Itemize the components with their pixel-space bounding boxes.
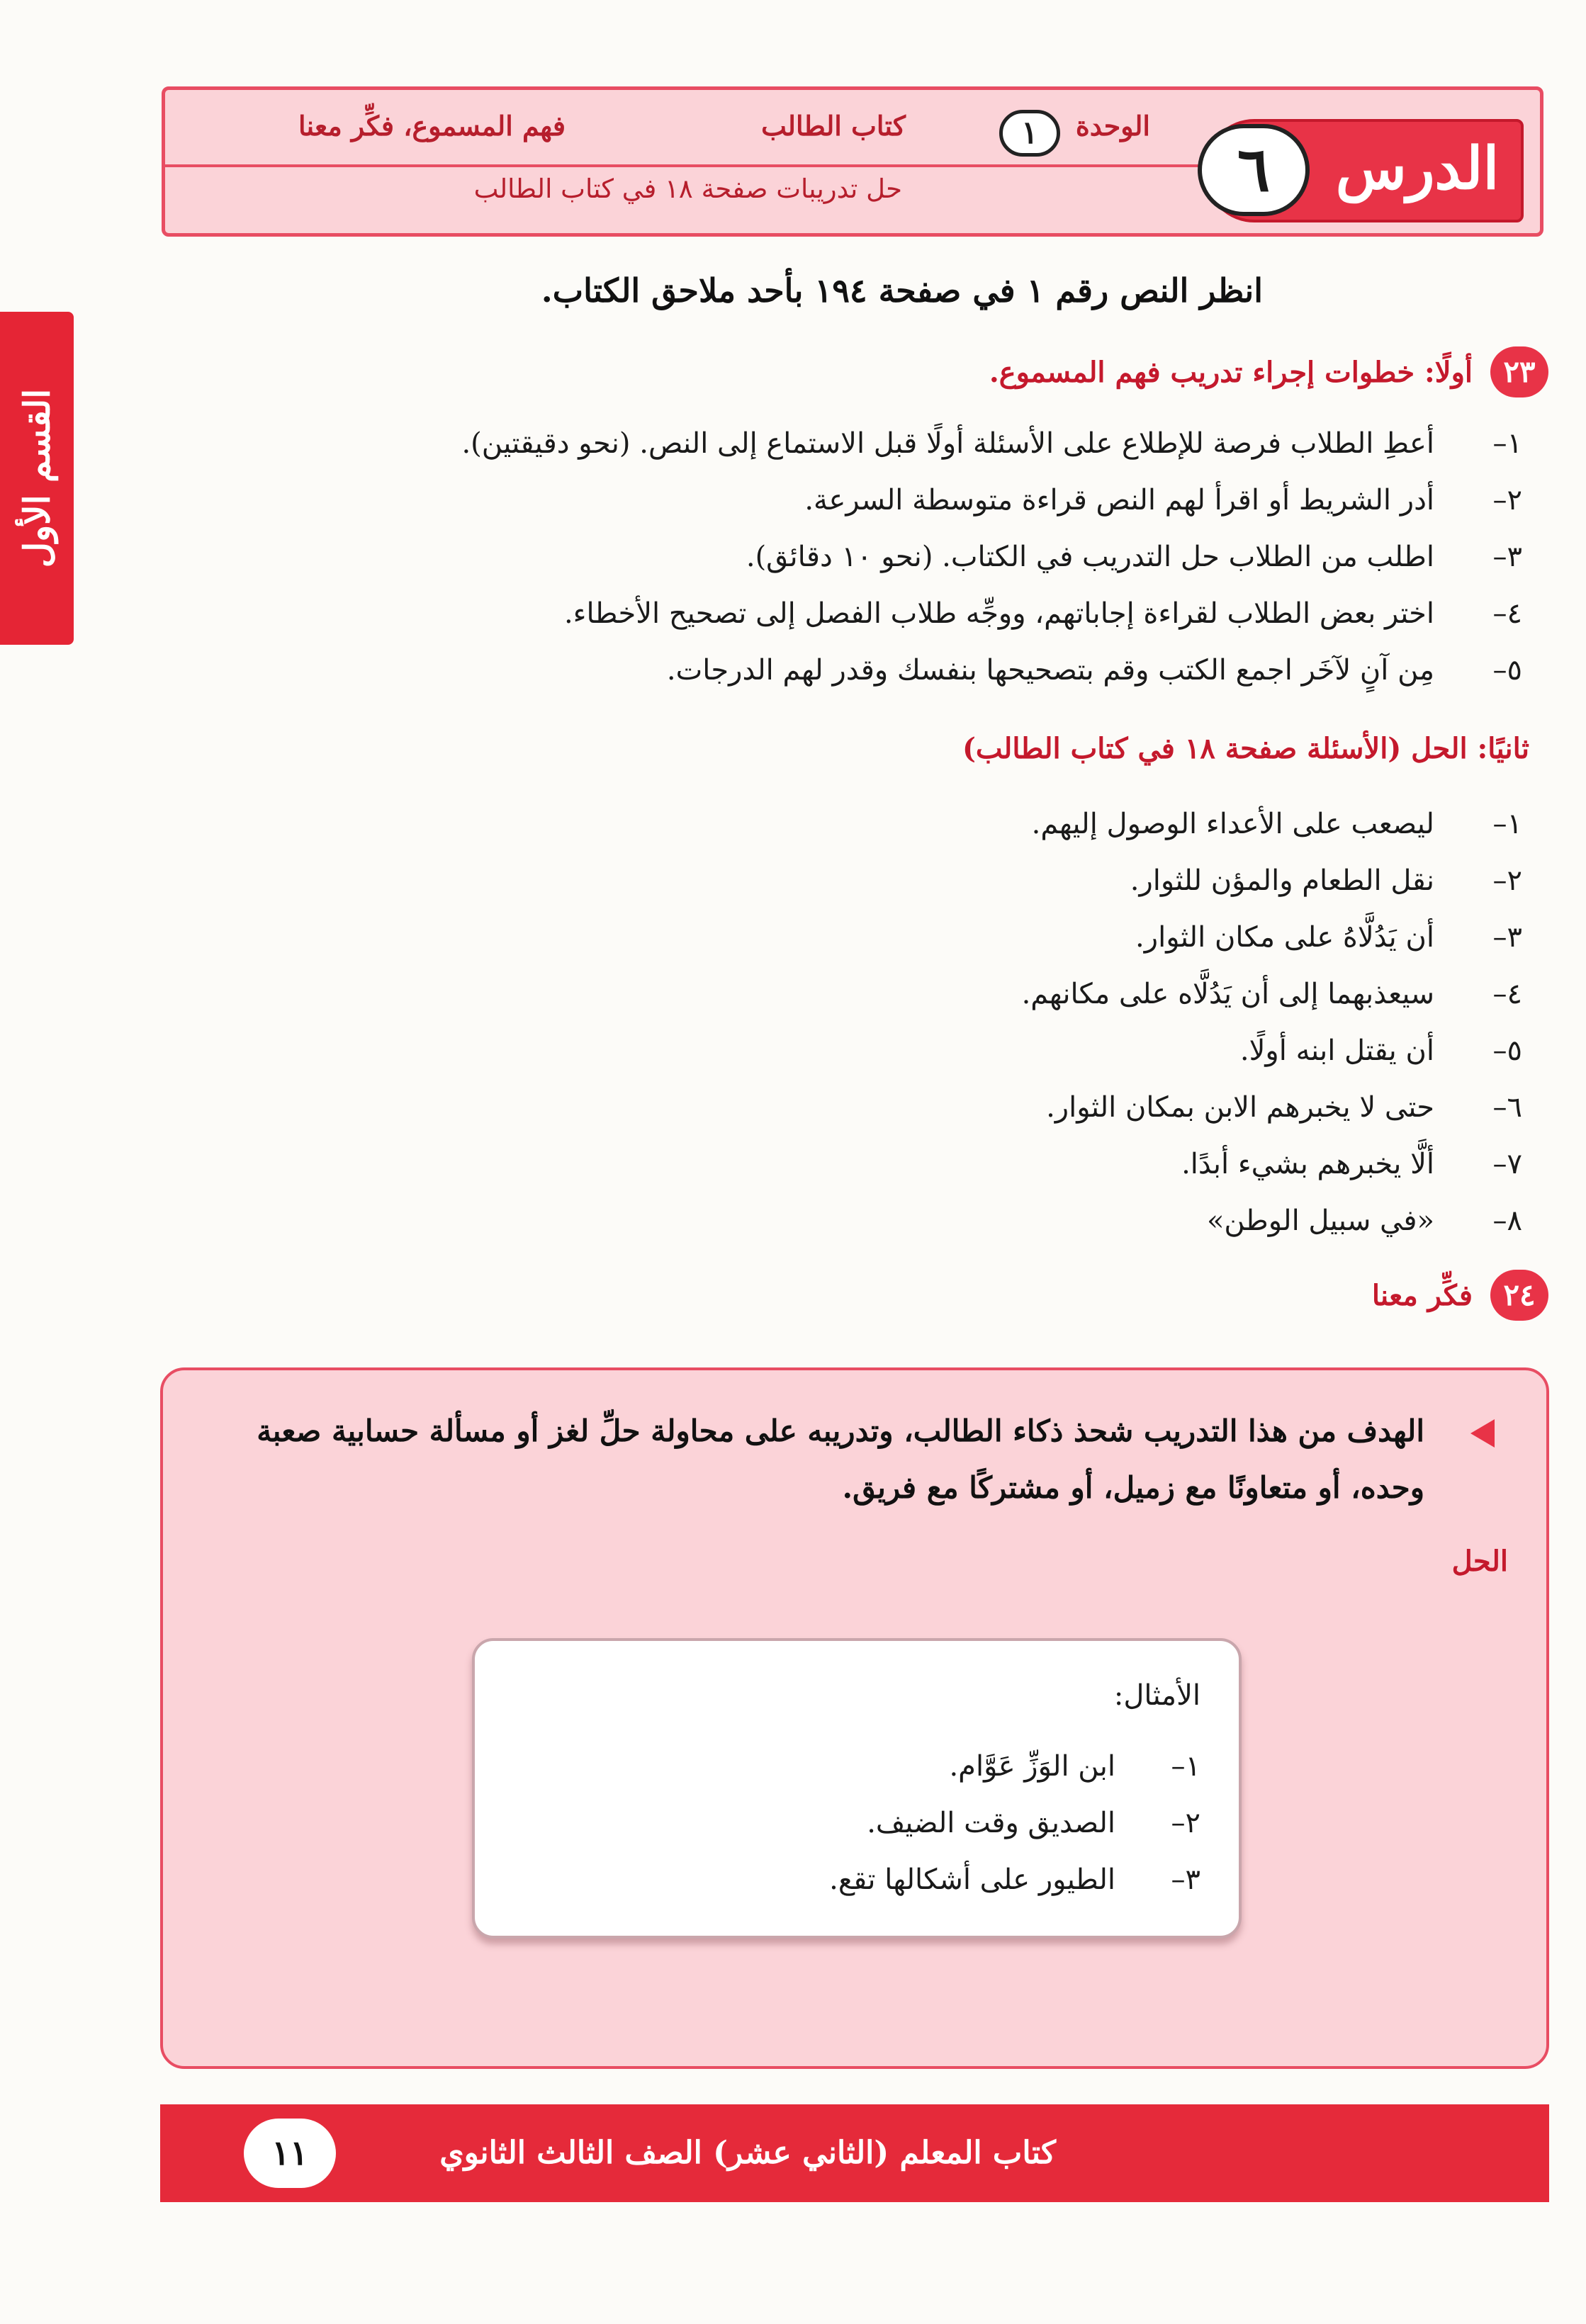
list-item: مِن آنٍ لآخَر اجمع الكتب وقم بتصحيحها بنفسك وقدر لهم الدرجات. <box>666 654 1434 687</box>
list-item-number: ٨– <box>1492 1205 1522 1237</box>
page-number: ١١ <box>244 2119 336 2188</box>
list-item-number: ٢– <box>1492 864 1522 897</box>
proverb-item: الصديق وقت الضيف. <box>867 1807 1115 1839</box>
section-side-label: القسم الأول <box>16 388 58 568</box>
list-item-number: ٢– <box>1492 484 1522 517</box>
list-item: ألَّا يخبرهم بشيء أبدًا. <box>1181 1148 1434 1180</box>
unit-label: الوحدة <box>1075 110 1150 142</box>
list-item: نقل الطعام والمؤن للثوار. <box>1130 864 1434 897</box>
goal-text-line1: الهدف من هذا التدريب شحذ ذكاء الطالب، وتدريبه على محاولة حلِّ لغز أو مسألة حسابية صعبة <box>257 1414 1424 1448</box>
card-title: الأمثال: <box>1113 1679 1200 1712</box>
list-item-number: ٣– <box>1492 921 1522 954</box>
header-subtitle: حل تدريبات صفحة ١٨ في كتاب الطالب <box>473 174 902 204</box>
header-divider <box>162 164 1295 167</box>
list-item: حتى لا يخبرهم الابن بمكان الثوار. <box>1046 1091 1434 1124</box>
list-item: ليصعب على الأعداء الوصول إليهم. <box>1031 808 1434 840</box>
list-item-number: ٦– <box>1492 1091 1522 1124</box>
list-item-number: ٥– <box>1492 654 1522 687</box>
list-item: «في سبيل الوطن» <box>1206 1205 1434 1237</box>
book-label: كتاب الطالب <box>761 110 906 142</box>
proverb-item: ابن الوَزِّ عَوَّام. <box>949 1750 1115 1783</box>
topics-label: فهم المسموع، فكِّر معنا <box>298 110 566 142</box>
exercise-badge-23: ٢٣ <box>1490 346 1548 397</box>
lesson-title: الدرس <box>1335 135 1500 203</box>
list-item-number: ٢– <box>1171 1807 1200 1839</box>
list-item-number: ٧– <box>1492 1148 1522 1180</box>
unit-number-badge: ١ <box>999 110 1060 157</box>
list-item-number: ٤– <box>1492 597 1522 630</box>
proverb-item: الطيور على أشكالها تقع. <box>829 1863 1115 1896</box>
list-item-number: ٣– <box>1492 541 1522 573</box>
list-item: اختر بعض الطلاب لقراءة إجاباتهم، ووجِّه طلاب الفصل إلى تصحيح الأخطاء. <box>563 597 1434 630</box>
list-item: أن يقتل ابنه أولًا. <box>1239 1034 1434 1067</box>
lesson-number-badge: ٦ <box>1198 124 1310 216</box>
goal-text-line2: وحده، أو متعاونًا مع زميل، أو مشتركًا مع فريق. <box>842 1470 1424 1505</box>
list-item-number: ٥– <box>1492 1034 1522 1067</box>
list-item-number: ١– <box>1171 1750 1200 1783</box>
footer-book-title: كتاب المعلم (الثاني عشر) الصف الثالث الثانوي <box>439 2135 1056 2171</box>
list-item: سيعذبهما إلى أن يَدُلَّاه على مكانهم. <box>1021 978 1434 1010</box>
section1-title: أولًا: خطوات إجراء تدريب فهم المسموع. <box>989 356 1473 389</box>
list-item: أعطِ الطلاب فرصة للإطلاع على الأسئلة أولًا قبل الاستماع إلى النص. (نحو دقيقتين). <box>461 427 1434 460</box>
list-item: أن يَدُلَّاهُ على مكان الثوار. <box>1135 921 1434 954</box>
list-item-number: ١– <box>1492 808 1522 840</box>
list-item-number: ٣– <box>1171 1863 1200 1896</box>
section2-title: ثانيًا: الحل (الأسئلة صفحة ١٨ في كتاب الطالب) <box>962 732 1529 765</box>
solution-label: الحل <box>1451 1545 1508 1578</box>
section3-title: فكِّر معنا <box>1371 1279 1473 1312</box>
list-item-number: ٤– <box>1492 978 1522 1010</box>
intro-instruction: انظر النص رقم ١ في صفحة ١٩٤ بأحد ملاحق الكتاب. <box>541 271 1263 310</box>
bullet-triangle-icon <box>1470 1419 1495 1448</box>
list-item: أدر الشريط أو اقرأ لهم النص قراءة متوسطة السرعة. <box>804 484 1434 517</box>
list-item-number: ١– <box>1492 427 1522 460</box>
list-item: اطلب من الطلاب حل التدريب في الكتاب. (نحو ١٠ دقائق). <box>746 541 1434 573</box>
exercise-badge-24: ٢٤ <box>1490 1270 1548 1321</box>
